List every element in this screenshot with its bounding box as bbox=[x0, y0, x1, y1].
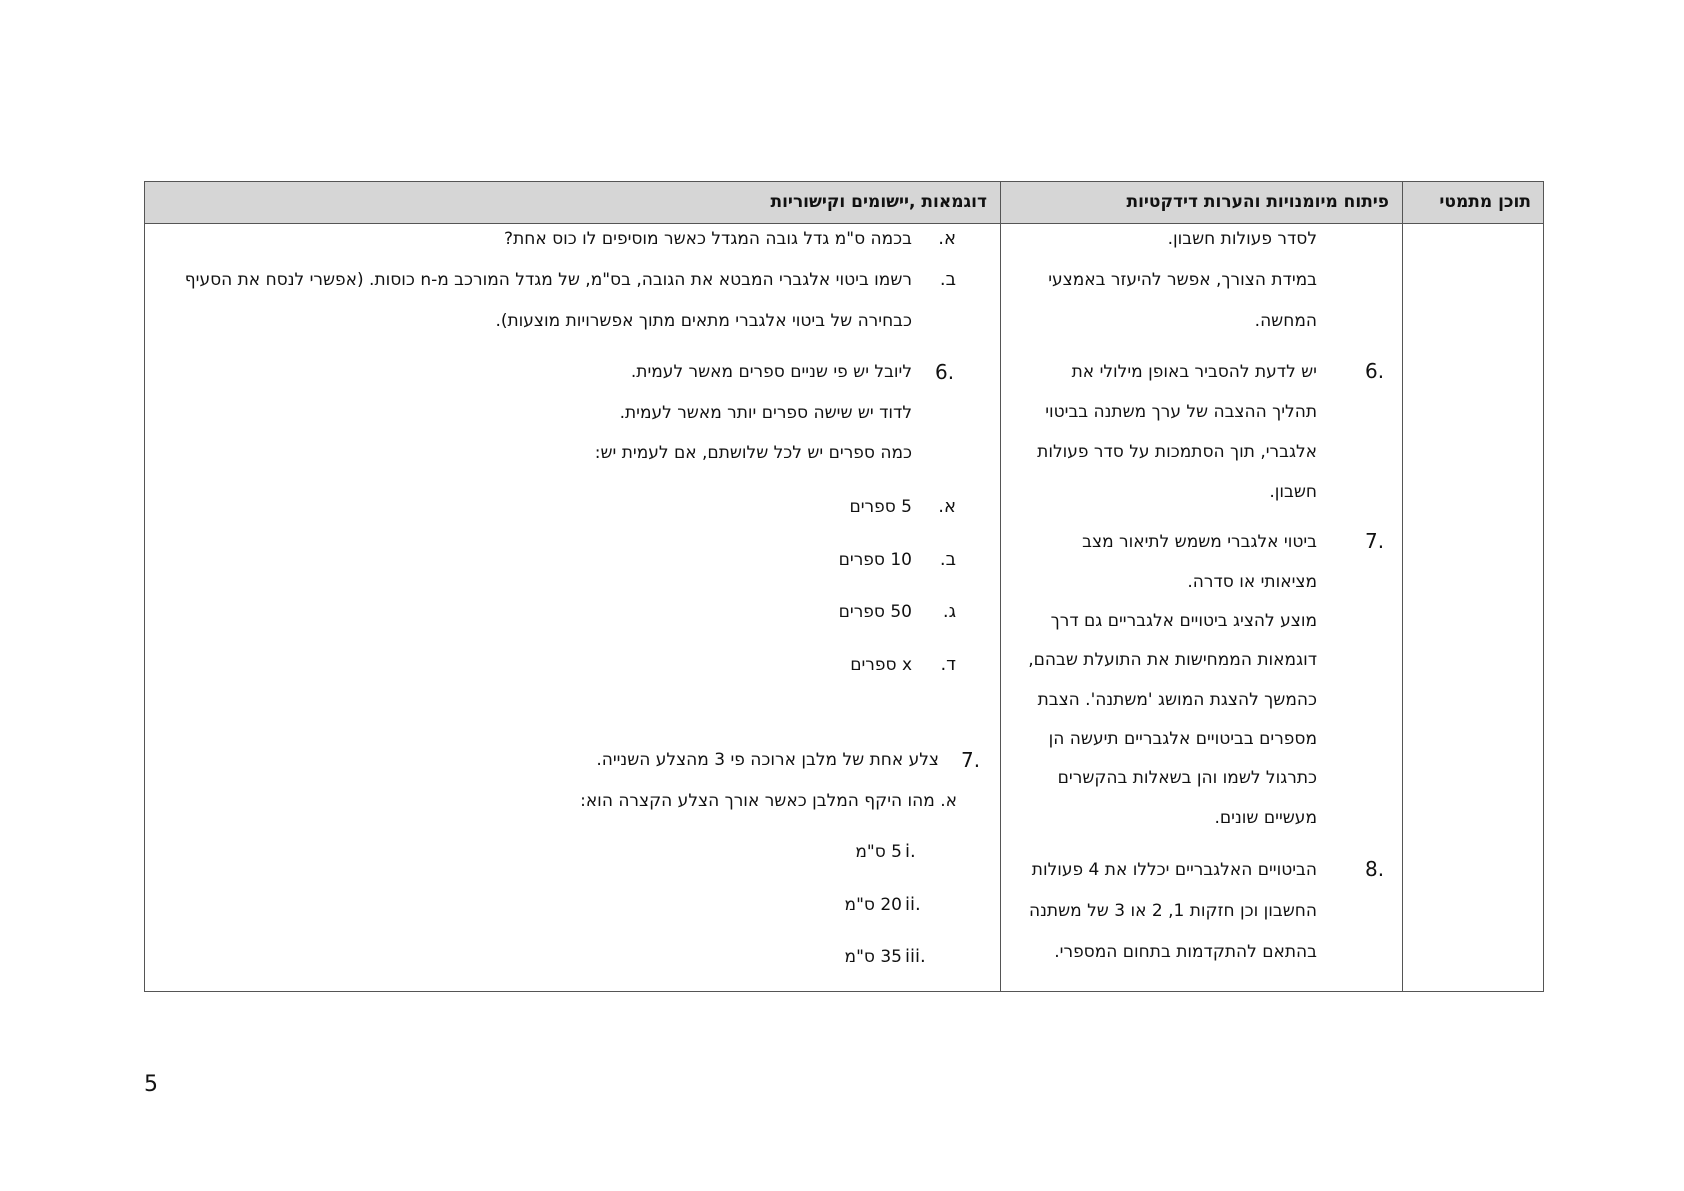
example-number: 6. bbox=[935, 360, 955, 384]
skills-intro-line: לסדר פעולות חשבון. bbox=[1167, 229, 1317, 249]
skills-item7-line: מספרים בביטויים אלגבריים תיעשה הן bbox=[1048, 729, 1317, 749]
skills-item-number: 6. bbox=[1365, 359, 1385, 383]
header-topic: תוכן מתמטי bbox=[1439, 192, 1531, 212]
example6-option: x ספרים bbox=[850, 655, 912, 675]
skills-intro-line: במידת הצורך, אפשר להיעזר באמצעי bbox=[1048, 270, 1317, 290]
skills-item6-line: חשבון. bbox=[1269, 482, 1317, 502]
example6-line: כמה ספרים יש לכל שלושתם, אם לעמית יש: bbox=[594, 443, 912, 463]
example-b-line: כבחירה של ביטוי אלגברי מתאים מתוך אפשרויות מוצעות). bbox=[495, 311, 912, 331]
example-marker: ב. bbox=[939, 549, 956, 570]
skills-item7-line: מציאותי או סדרה. bbox=[1187, 572, 1317, 592]
curriculum-table bbox=[144, 181, 1544, 992]
column-divider bbox=[1000, 182, 1001, 991]
example7-option: 20 ס"מ bbox=[844, 895, 902, 915]
example7-line: צלע אחת של מלבן ארוכה פי 3 מהצלע השנייה. bbox=[596, 750, 939, 770]
example-marker: ג. bbox=[942, 601, 956, 622]
skills-item6-line: תהליך ההצבה של ערך משתנה בביטוי bbox=[1045, 402, 1317, 422]
skills-item8-line: הביטויים האלגבריים יכללו את 4 פעולות bbox=[1031, 860, 1317, 880]
skills-item-number: 8. bbox=[1365, 857, 1385, 881]
skills-item8-line: החשבון וכן חזקות 1, 2 או 3 של משתנה bbox=[1029, 901, 1317, 921]
example-marker: ב. bbox=[939, 269, 956, 290]
example-marker: .iii bbox=[905, 946, 926, 967]
skills-item7-line: מוצע להציג ביטויים אלגבריים גם דרך bbox=[1050, 611, 1317, 631]
example6-line: לדוד יש שישה ספרים יותר מאשר לעמית. bbox=[619, 403, 912, 423]
example-marker: ד. bbox=[940, 654, 956, 675]
example6-option: 50 ספרים bbox=[838, 602, 912, 622]
example6-option: 5 ספרים bbox=[849, 497, 912, 517]
example-marker: .ii bbox=[905, 894, 921, 915]
example7-line: א. מהו היקף המלבן כאשר אורך הצלע הקצרה הוא: bbox=[580, 791, 957, 811]
example-number: 7. bbox=[961, 748, 981, 772]
header-skills: פיתוח מיומנויות והערות דידקטיות bbox=[1126, 192, 1389, 212]
example6-line: ליובל יש פי שניים ספרים מאשר לעמית. bbox=[630, 362, 912, 382]
example7-option: 5 ס"מ bbox=[855, 842, 902, 862]
example-b-line: רשמו ביטוי אלגברי המבטא את הגובה, בס"מ, של מגדל המורכב מ-n כוסות. (אפשרי לנסח את הסעיף bbox=[184, 270, 912, 290]
skills-item7-line: דוגמאות הממחישות את התועלת שבהם, bbox=[1028, 650, 1317, 670]
example6-option: 10 ספרים bbox=[838, 550, 912, 570]
example-marker: א. bbox=[938, 228, 956, 249]
skills-item-number: 7. bbox=[1365, 529, 1385, 553]
column-divider bbox=[1402, 182, 1403, 991]
example-a-text: בכמה ס"מ גדל גובה המגדל כאשר מוסיפים לו כוס אחת? bbox=[504, 229, 912, 249]
skills-item7-line: מעשיים שונים. bbox=[1214, 808, 1317, 828]
example-marker: א. bbox=[938, 496, 956, 517]
example7-option: 35 ס"מ bbox=[844, 947, 902, 967]
skills-item7-line: כתרגול לשמו והן בשאלות בהקשרים bbox=[1057, 768, 1317, 788]
skills-item7-line: כהמשך להצגת המושג 'משתנה'. הצבת bbox=[1037, 690, 1317, 710]
page-number: 5 bbox=[144, 1072, 158, 1097]
example-marker: .i bbox=[905, 841, 916, 862]
skills-item8-line: בהתאם להתקדמות בתחום המספרי. bbox=[1054, 942, 1317, 962]
skills-item6-line: יש לדעת להסביר באופן מילולי את bbox=[1071, 362, 1317, 382]
header-examples: דוגמאות ,יישומים וקישוריות bbox=[770, 192, 987, 212]
skills-item7-line: ביטוי אלגברי משמש לתיאור מצב bbox=[1082, 532, 1317, 552]
skills-item6-line: אלגברי, תוך הסתמכות על סדר פעולות bbox=[1037, 442, 1317, 462]
skills-intro-line: המחשה. bbox=[1254, 311, 1317, 331]
